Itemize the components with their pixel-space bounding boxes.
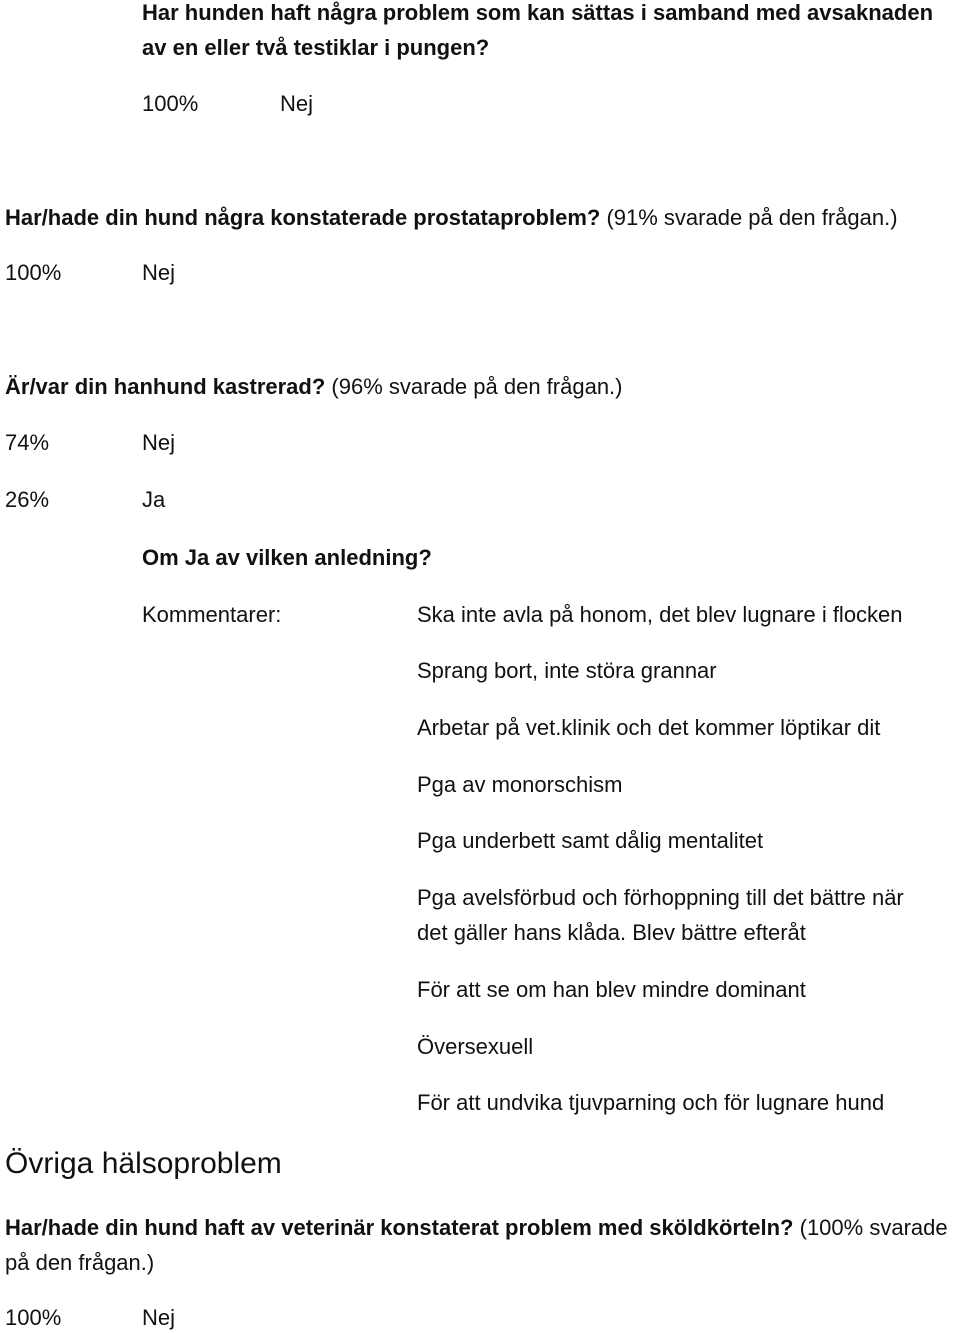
response-rate-note: (96% svarade på den frågan.) bbox=[331, 374, 623, 399]
question-text: Är/var din hanhund kastrerad? bbox=[5, 374, 326, 399]
question-neutered bbox=[5, 369, 623, 404]
response-rate-note: (91% svarade på den frågan.) bbox=[606, 205, 898, 230]
comment-item: Ska inte avla på honom, det blev lugnare i flocken bbox=[417, 602, 903, 627]
answer-percent: 100% bbox=[5, 260, 62, 285]
sub-question-reason: Om Ja av vilken anledning? bbox=[142, 545, 432, 570]
answer-label: Nej bbox=[280, 91, 314, 116]
answer-label: Ja bbox=[142, 487, 166, 512]
answer-label: Nej bbox=[142, 430, 176, 455]
question-testicles-line1: Har hunden haft några problem som kan sättas i samband med avsaknaden bbox=[142, 0, 934, 25]
comment-item: Översexuell bbox=[417, 1034, 534, 1059]
answer-percent: 100% bbox=[142, 91, 199, 116]
response-rate-note: (100% svarade bbox=[799, 1215, 948, 1240]
answer-percent: 100% bbox=[5, 1305, 62, 1330]
comment-item: Pga underbett samt dålig mentalitet bbox=[417, 828, 764, 853]
comment-item: det gäller hans klåda. Blev bättre efteråt bbox=[417, 920, 806, 945]
question-text: Har/hade din hund haft av veterinär konstaterat problem med sköldkörteln? bbox=[5, 1215, 794, 1240]
comment-item: Pga av monorschism bbox=[417, 772, 623, 797]
answer-label: Nej bbox=[142, 1305, 176, 1330]
comment-item: Pga avelsförbud och förhoppning till det bättre när bbox=[417, 885, 904, 910]
comment-item: Sprang bort, inte störa grannar bbox=[417, 658, 717, 683]
comments-label: Kommentarer: bbox=[142, 602, 282, 627]
answer-percent: 74% bbox=[5, 430, 50, 455]
answer-percent: 26% bbox=[5, 487, 50, 512]
comment-item: Arbetar på vet.klinik och det kommer löptikar dit bbox=[417, 715, 881, 740]
question-thyroid-line1 bbox=[5, 1210, 948, 1245]
question-thyroid-line2: på den frågan.) bbox=[5, 1250, 155, 1275]
section-heading: Övriga hälsoproblem bbox=[5, 1147, 282, 1180]
question-testicles-line2: av en eller två testiklar i pungen? bbox=[142, 35, 490, 60]
question-prostate bbox=[5, 200, 898, 235]
comment-item: För att undvika tjuvparning och för lugnare hund bbox=[417, 1090, 885, 1115]
answer-label: Nej bbox=[142, 260, 176, 285]
question-text: Har/hade din hund några konstaterade prostataproblem? bbox=[5, 205, 601, 230]
comment-item: För att se om han blev mindre dominant bbox=[417, 977, 806, 1002]
